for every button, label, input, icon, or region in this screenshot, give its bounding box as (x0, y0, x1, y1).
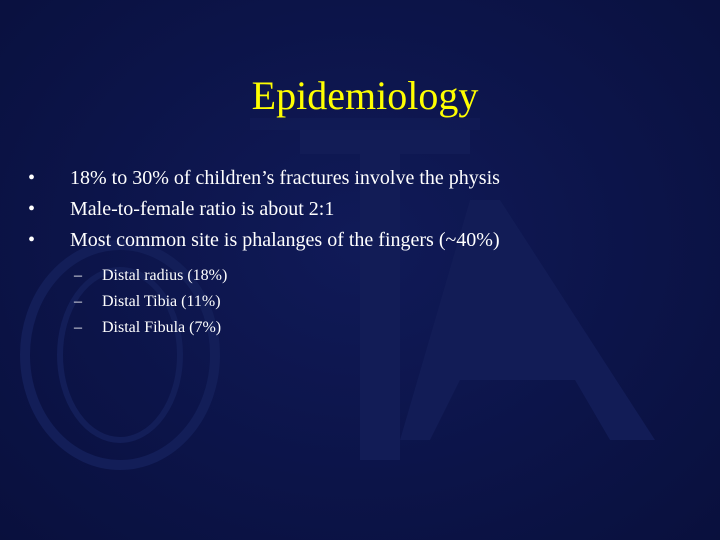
bullet-glyph: • (28, 198, 36, 220)
bullet-item (28, 194, 500, 225)
subbullet-text: Distal radius (18%) (102, 267, 228, 284)
subbullet-glyph: – (74, 267, 82, 284)
bullet-item (28, 163, 500, 194)
subbullet-item (74, 263, 227, 289)
bullet-text: Male-to-female ratio is about 2:1 (70, 198, 335, 220)
bullet-item (28, 225, 500, 256)
slide-title: Epidemiology (251, 73, 479, 118)
subbullet-glyph: – (74, 319, 82, 336)
subbullet-text: Distal Tibia (11%) (102, 293, 221, 310)
bullet-list (28, 163, 500, 256)
bullet-glyph: • (28, 229, 36, 251)
subbullet-list (74, 263, 227, 341)
bullet-text: 18% to 30% of children’s fractures involve the physis (70, 167, 500, 189)
subbullet-glyph: – (74, 293, 82, 310)
bullet-text: Most common site is phalanges of the fingers (~40%) (70, 229, 500, 251)
subbullet-text: Distal Fibula (7%) (102, 319, 222, 336)
subbullet-item (74, 289, 227, 315)
bullet-glyph: • (28, 167, 36, 189)
subbullet-item (74, 315, 227, 341)
